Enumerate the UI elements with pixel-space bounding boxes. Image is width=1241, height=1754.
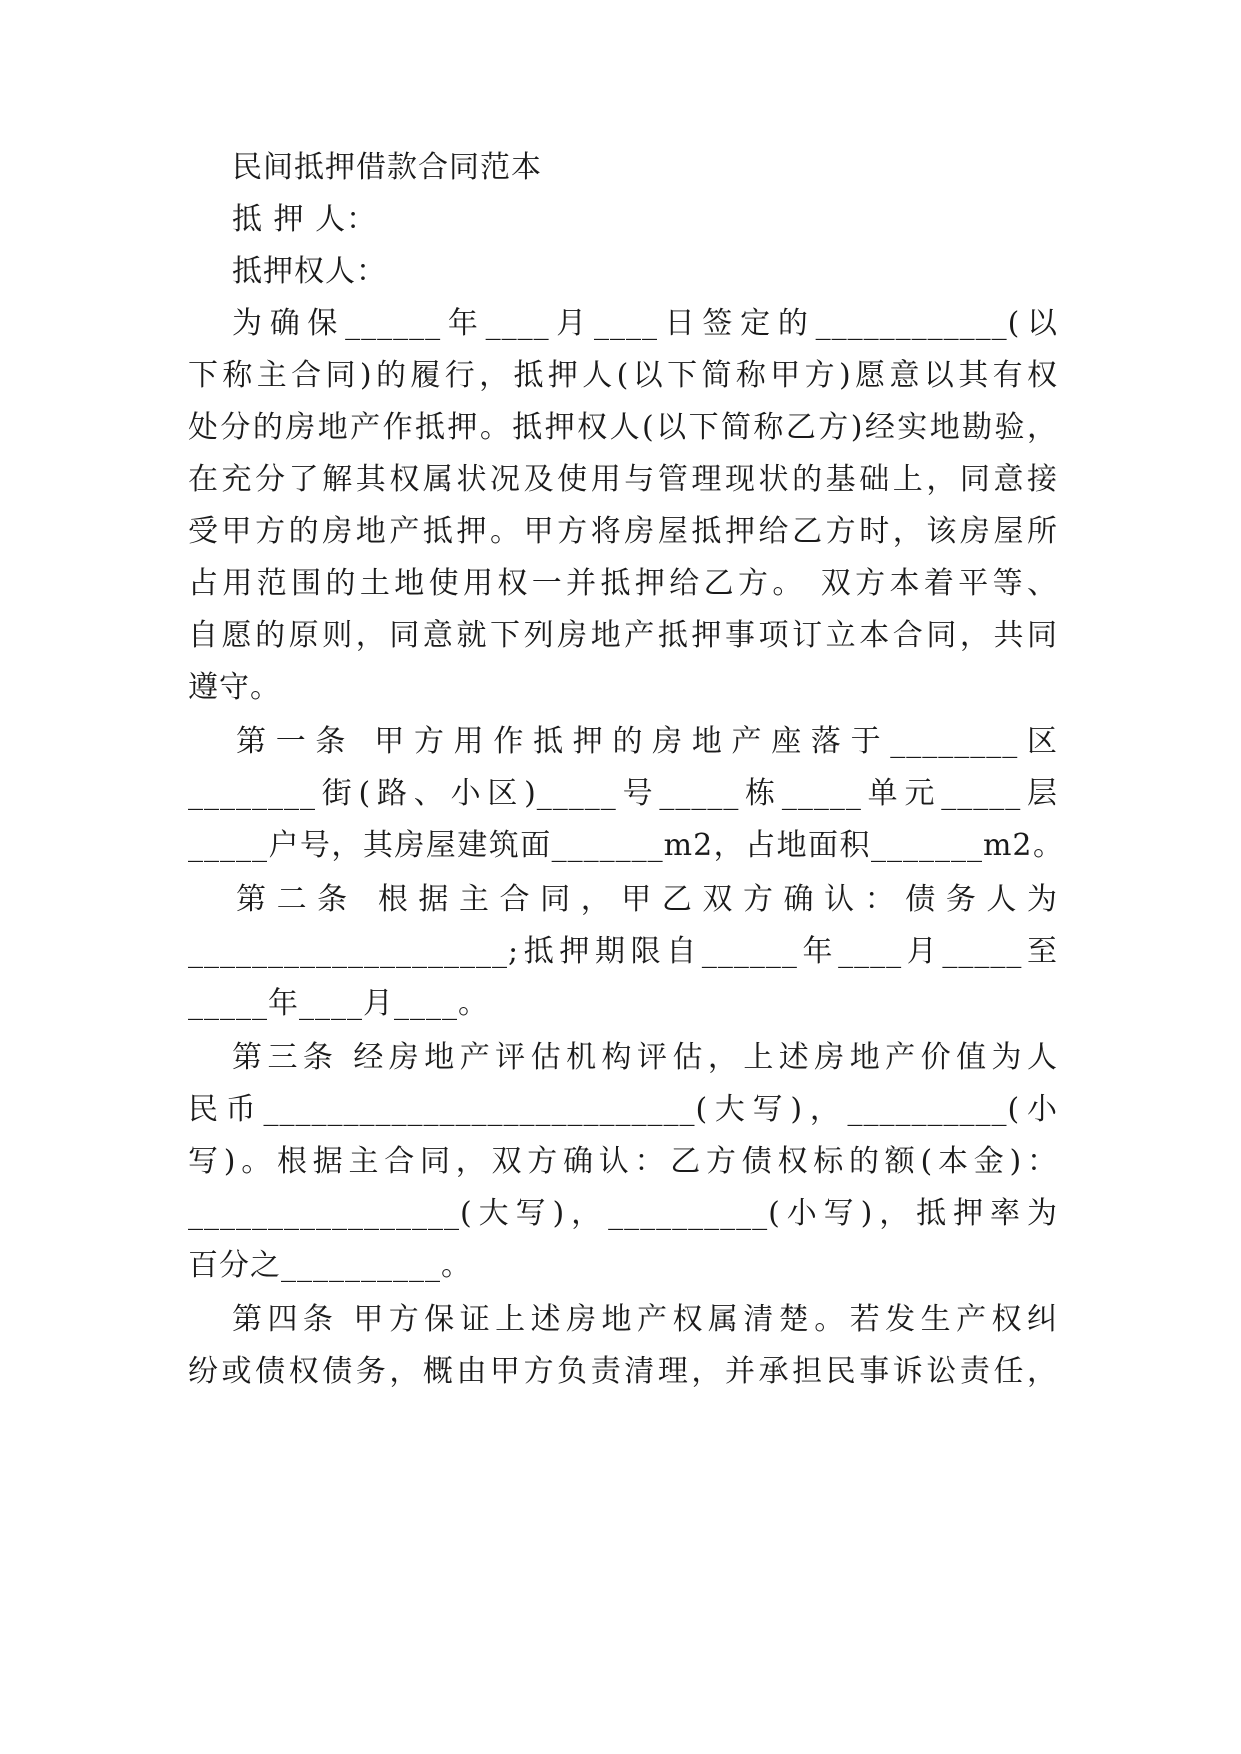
- article-4-line: 纷或债权债务，概由甲方负责清理，并承担民事诉讼责任，: [188, 1354, 1058, 1389]
- paragraph-line: 处分的房地产作抵押。抵押权人(以下简称乙方)经实地勘验，: [188, 410, 1058, 445]
- article-3-line: _________________(大写)，__________(小写)，抵押率为: [188, 1196, 1058, 1231]
- paragraph-line: 占用范围的土地使用权一并抵押给乙方。 双方本着平等、: [188, 566, 1058, 601]
- paragraph-line: 为确保______年____月____日签定的____________(以: [232, 306, 1058, 341]
- mortgagor-label: 抵 押 人：: [232, 202, 378, 237]
- article-3-line: 百分之__________。: [188, 1248, 472, 1283]
- paragraph-line: 受甲方的房地产抵押。甲方将房屋抵押给乙方时，该房屋所: [188, 514, 1058, 549]
- article-1-line: _____户号，其房屋建筑面_______m2，占地面积_______m2。: [188, 828, 1064, 863]
- article-2-line: ____________________;抵押期限自______年____月_____至: [188, 934, 1058, 969]
- article-1-line: ________街(路、小区)_____号_____栋_____单元_____层: [188, 776, 1058, 811]
- article-3-line: 写)。根据主合同，双方确认：乙方债权标的额(本金)：: [188, 1144, 1058, 1179]
- paragraph-line: 遵守。: [188, 670, 281, 705]
- paragraph-line: 自愿的原则，同意就下列房地产抵押事项订立本合同，共同: [188, 618, 1058, 653]
- article-2-line: _____年____月____。: [188, 986, 489, 1021]
- article-1-line: 第一条 甲方用作抵押的房地产座落于________区: [236, 724, 1058, 759]
- paragraph-line: 在充分了解其权属状况及使用与管理现状的基础上，同意接: [188, 462, 1058, 497]
- article-3-line: 民币___________________________(大写)，__________(小: [188, 1092, 1058, 1127]
- article-3-line: 第三条 经房地产评估机构评估，上述房地产价值为人: [232, 1040, 1058, 1075]
- article-4-line: 第四条 甲方保证上述房地产权属清楚。若发生产权纠: [232, 1302, 1058, 1337]
- article-2-line: 第二条 根据主合同，甲乙双方确认：债务人为: [236, 882, 1058, 917]
- paragraph-line: 下称主合同)的履行，抵押人(以下简称甲方)愿意以其有权: [188, 358, 1058, 393]
- mortgagee-label: 抵押权人：: [232, 254, 387, 289]
- document-title: 民间抵押借款合同范本: [232, 150, 542, 185]
